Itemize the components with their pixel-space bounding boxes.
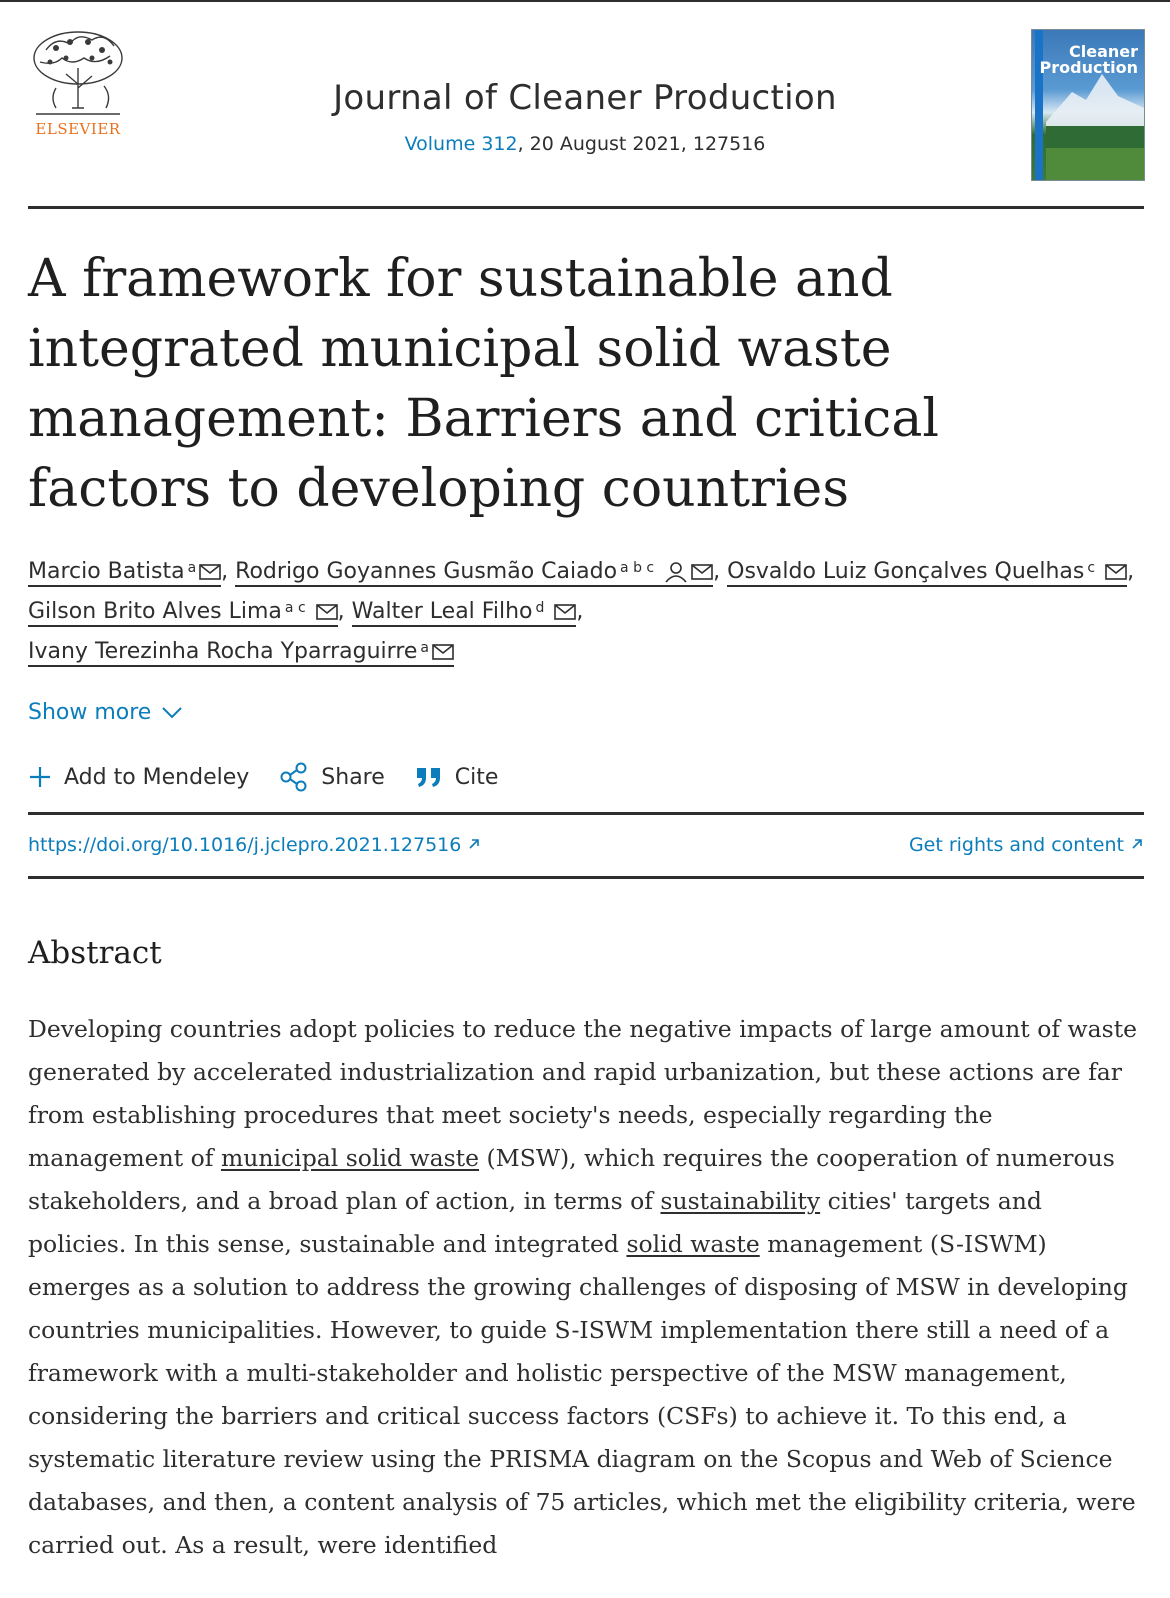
abstract-heading: Abstract — [28, 935, 162, 971]
publisher-name: ELSEVIER — [35, 120, 121, 138]
volume-link[interactable]: Volume 312 — [404, 133, 518, 155]
author-link[interactable] — [28, 599, 338, 627]
elsevier-tree-icon — [26, 28, 130, 120]
doi-divider — [28, 876, 1144, 879]
topic-link-municipal-solid-waste[interactable]: municipal solid waste — [220, 1144, 480, 1172]
doi-text: https://doi.org/10.1016/j.jclepro.2021.127516 — [28, 834, 462, 856]
author-affiliation: c — [1087, 560, 1096, 576]
get-rights-text: Get rights and content — [908, 834, 1124, 856]
show-more-label: Show more — [28, 700, 152, 725]
quote-icon — [415, 765, 443, 789]
cover-mountain-art — [1032, 30, 1144, 180]
topic-link-solid-waste[interactable]: solid waste — [626, 1230, 760, 1258]
actions-divider — [28, 812, 1144, 815]
author-name: Gilson Brito Alves Lima — [28, 599, 282, 624]
show-more-button[interactable] — [28, 700, 183, 725]
person-icon — [664, 561, 688, 583]
email-icon — [691, 564, 713, 580]
author-link[interactable] — [28, 639, 454, 667]
top-border — [0, 0, 1170, 2]
abstract-segment: Developing countries adopt policies to reduce the negative impacts of large amount of waste generated by accelerated industrialization and rapid urbanization, but these actions are far from establishing procedures that meet society's needs, especially regarding the management of — [28, 1015, 1138, 1172]
topic-link-sustainability[interactable]: sustainability — [660, 1187, 821, 1215]
share-label: Share — [321, 764, 385, 790]
abstract-text — [28, 1008, 1138, 1567]
author-link[interactable] — [352, 599, 577, 627]
share-icon — [279, 762, 309, 792]
author-name: Ivany Terezinha Rocha Yparraguirre — [28, 639, 418, 664]
journal-cover-image[interactable] — [1031, 29, 1145, 181]
journal-title[interactable]: Journal of Cleaner Production — [333, 78, 837, 118]
author-affiliation: a b c — [620, 560, 655, 576]
author-name: Rodrigo Goyannes Gusmão Caiado — [235, 559, 618, 584]
author-name: Marcio Batista — [28, 559, 185, 584]
email-icon — [554, 604, 576, 620]
share-button[interactable] — [279, 762, 385, 792]
abstract-segment: (MSW), which requires the cooperation of numerous stakeholders, and a broad plan of action, in terms of — [28, 1144, 1115, 1215]
external-link-icon — [1130, 837, 1144, 851]
issue-date: , 20 August 2021, 127516 — [517, 133, 766, 155]
author-affiliation: d — [535, 600, 545, 616]
author-link[interactable] — [235, 559, 713, 587]
add-to-mendeley-button[interactable] — [28, 765, 249, 790]
author-name: Walter Leal Filho — [351, 599, 533, 624]
article-title: A framework for sustainable and integrated municipal solid waste management: Barriers and critical factors to developing countries — [28, 249, 939, 519]
abstract-segment: management (S-ISWM) emerges as a solution to address the growing challenges of disposing of MSW in developing countries municipalities. However, to guide S-ISWM implementation there still a need of a framework with a multi-stakeholder and holistic perspective of the MSW management, considering the barriers and critical success factors (CSFs) to achieve it. To this end, a systematic literature review using the PRISMA diagram on the Scopus and Web of Science databases, and then, a content analysis of 75 articles, which met the eligibility criteria, were carried out. As a result, were identified — [28, 1230, 1136, 1559]
email-icon — [432, 644, 454, 660]
email-icon — [1105, 564, 1127, 580]
get-rights-link[interactable] — [909, 834, 1144, 856]
journal-issue-info — [200, 133, 970, 155]
author-affiliation: a — [420, 640, 430, 656]
doi-link[interactable] — [28, 834, 481, 856]
cite-label: Cite — [454, 764, 499, 790]
cover-title-line2: Production — [1039, 58, 1138, 77]
author-list: Marcio Batista $^a$ , Rodrigo Goyannes Gusmão Caiado $^{a b c}$ , Osvaldo Luiz Gonçalves Quelhas $^c$ , Gilson Brito Alves Lima $^{a c}$ , Walter Leal Filho $^d$ , Ivany Terezinha Rocha Yparraguirre $^a$ — [28, 552, 1138, 672]
author-link[interactable] — [28, 559, 221, 587]
author-link[interactable] — [727, 559, 1127, 587]
external-link-icon — [467, 837, 481, 851]
cite-button[interactable] — [415, 765, 499, 790]
plus-icon — [28, 765, 52, 789]
email-icon — [316, 604, 338, 620]
chevron-down-icon — [161, 706, 183, 720]
add-to-mendeley-label: Add to Mendeley — [64, 764, 250, 790]
author-name: Osvaldo Luiz Gonçalves Quelhas — [727, 559, 1085, 584]
cover-title-line1: Cleaner — [1068, 42, 1138, 61]
abstract-segment: cities' targets and policies. In this sense, sustainable and integrated — [28, 1187, 1042, 1258]
header-divider — [28, 206, 1144, 209]
article-actions — [28, 762, 528, 792]
email-icon — [199, 564, 221, 580]
author-affiliation: a c — [284, 600, 306, 616]
author-affiliation: a — [187, 560, 197, 576]
